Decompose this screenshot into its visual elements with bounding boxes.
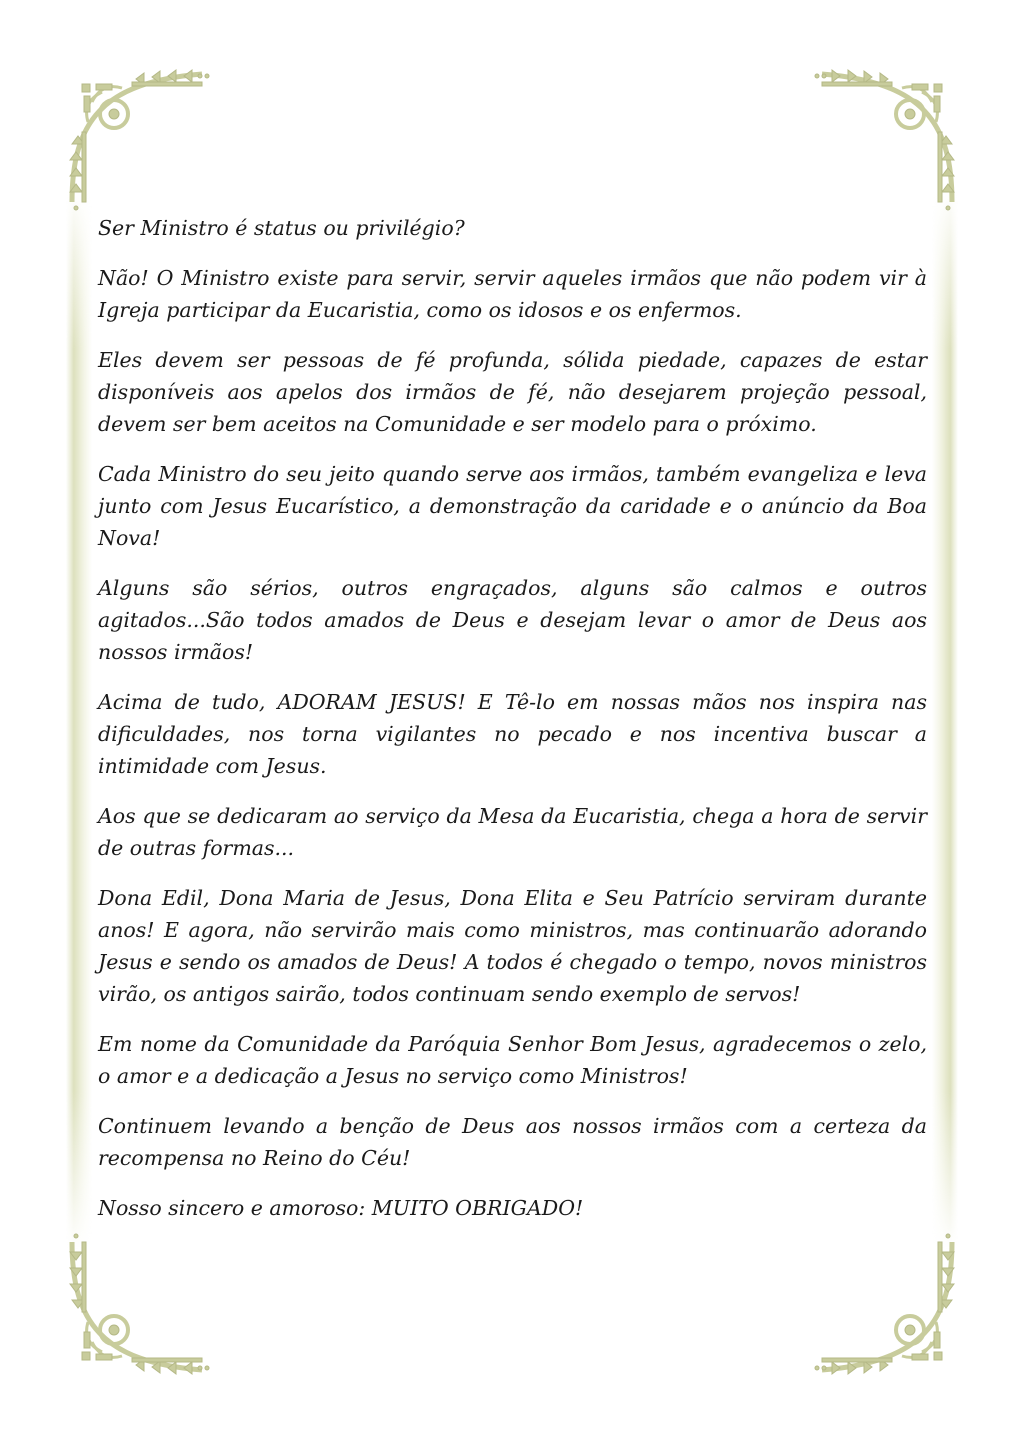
top-right-corner-ornament-icon: [812, 62, 962, 212]
paragraph: Eles devem ser pessoas de fé profunda, sólida piedade, capazes de estar disponíveis aos apelos dos irmãos de fé, não desejarem projeção pessoal, devem ser bem aceitos na Comunidade e ser modelo para o próximo.: [98, 348, 927, 436]
paragraph: Em nome da Comunidade da Paróquia Senhor Bom Jesus, agradecemos o zelo, o amor e a dedicação a Jesus no serviço como Ministros!: [98, 1032, 927, 1088]
paragraph: Cada Ministro do seu jeito quando serve aos irmãos, também evangeliza e leva junto com Jesus Eucarístico, a demonstração da caridade e o anúncio da Boa Nova!: [98, 462, 927, 550]
paragraph: Não! O Ministro existe para servir, servir aqueles irmãos que não podem vir à Igreja participar da Eucaristia, como os idosos e os enfermos.: [98, 266, 927, 322]
right-border-gradient: [932, 190, 958, 1250]
paragraph: Alguns são sérios, outros engraçados, alguns são calmos e outros agitados...São todos amados de Deus e desejam levar o amor de Deus aos nossos irmãos!: [98, 576, 927, 664]
paragraph: Continuem levando a benção de Deus aos nossos irmãos com a certeza da recompensa no Reino do Céu!: [98, 1114, 927, 1170]
paragraph: Dona Edil, Dona Maria de Jesus, Dona Elita e Seu Patrício serviram durante anos! E agora, não servirão mais como ministros, mas continuarão adorando Jesus e sendo os amados de Deus! A todos é chegado o tempo, novos ministros virão, os antigos sairão, todos continuam sendo exemplo de servos!: [98, 886, 927, 1006]
paragraph: Aos que se dedicaram ao serviço da Mesa da Eucaristia, chega a hora de servir de outras formas...: [98, 804, 927, 860]
paragraph: Acima de tudo, ADORAM JESUS! E Tê-lo em nossas mãos nos inspira nas dificuldades, nos torna vigilantes no pecado e nos incentiva buscar a intimidade com Jesus.: [98, 690, 927, 778]
paragraph-title-question: Ser Ministro é status ou privilégio?: [98, 216, 465, 240]
closing-line: Nosso sincero e amoroso: MUITO OBRIGADO!: [98, 1196, 584, 1220]
bottom-right-corner-ornament-icon: [812, 1232, 962, 1382]
left-border-gradient: [66, 190, 92, 1250]
letter-body: [98, 212, 927, 1242]
top-left-corner-ornament-icon: [62, 62, 212, 212]
bottom-left-corner-ornament-icon: [62, 1232, 212, 1382]
